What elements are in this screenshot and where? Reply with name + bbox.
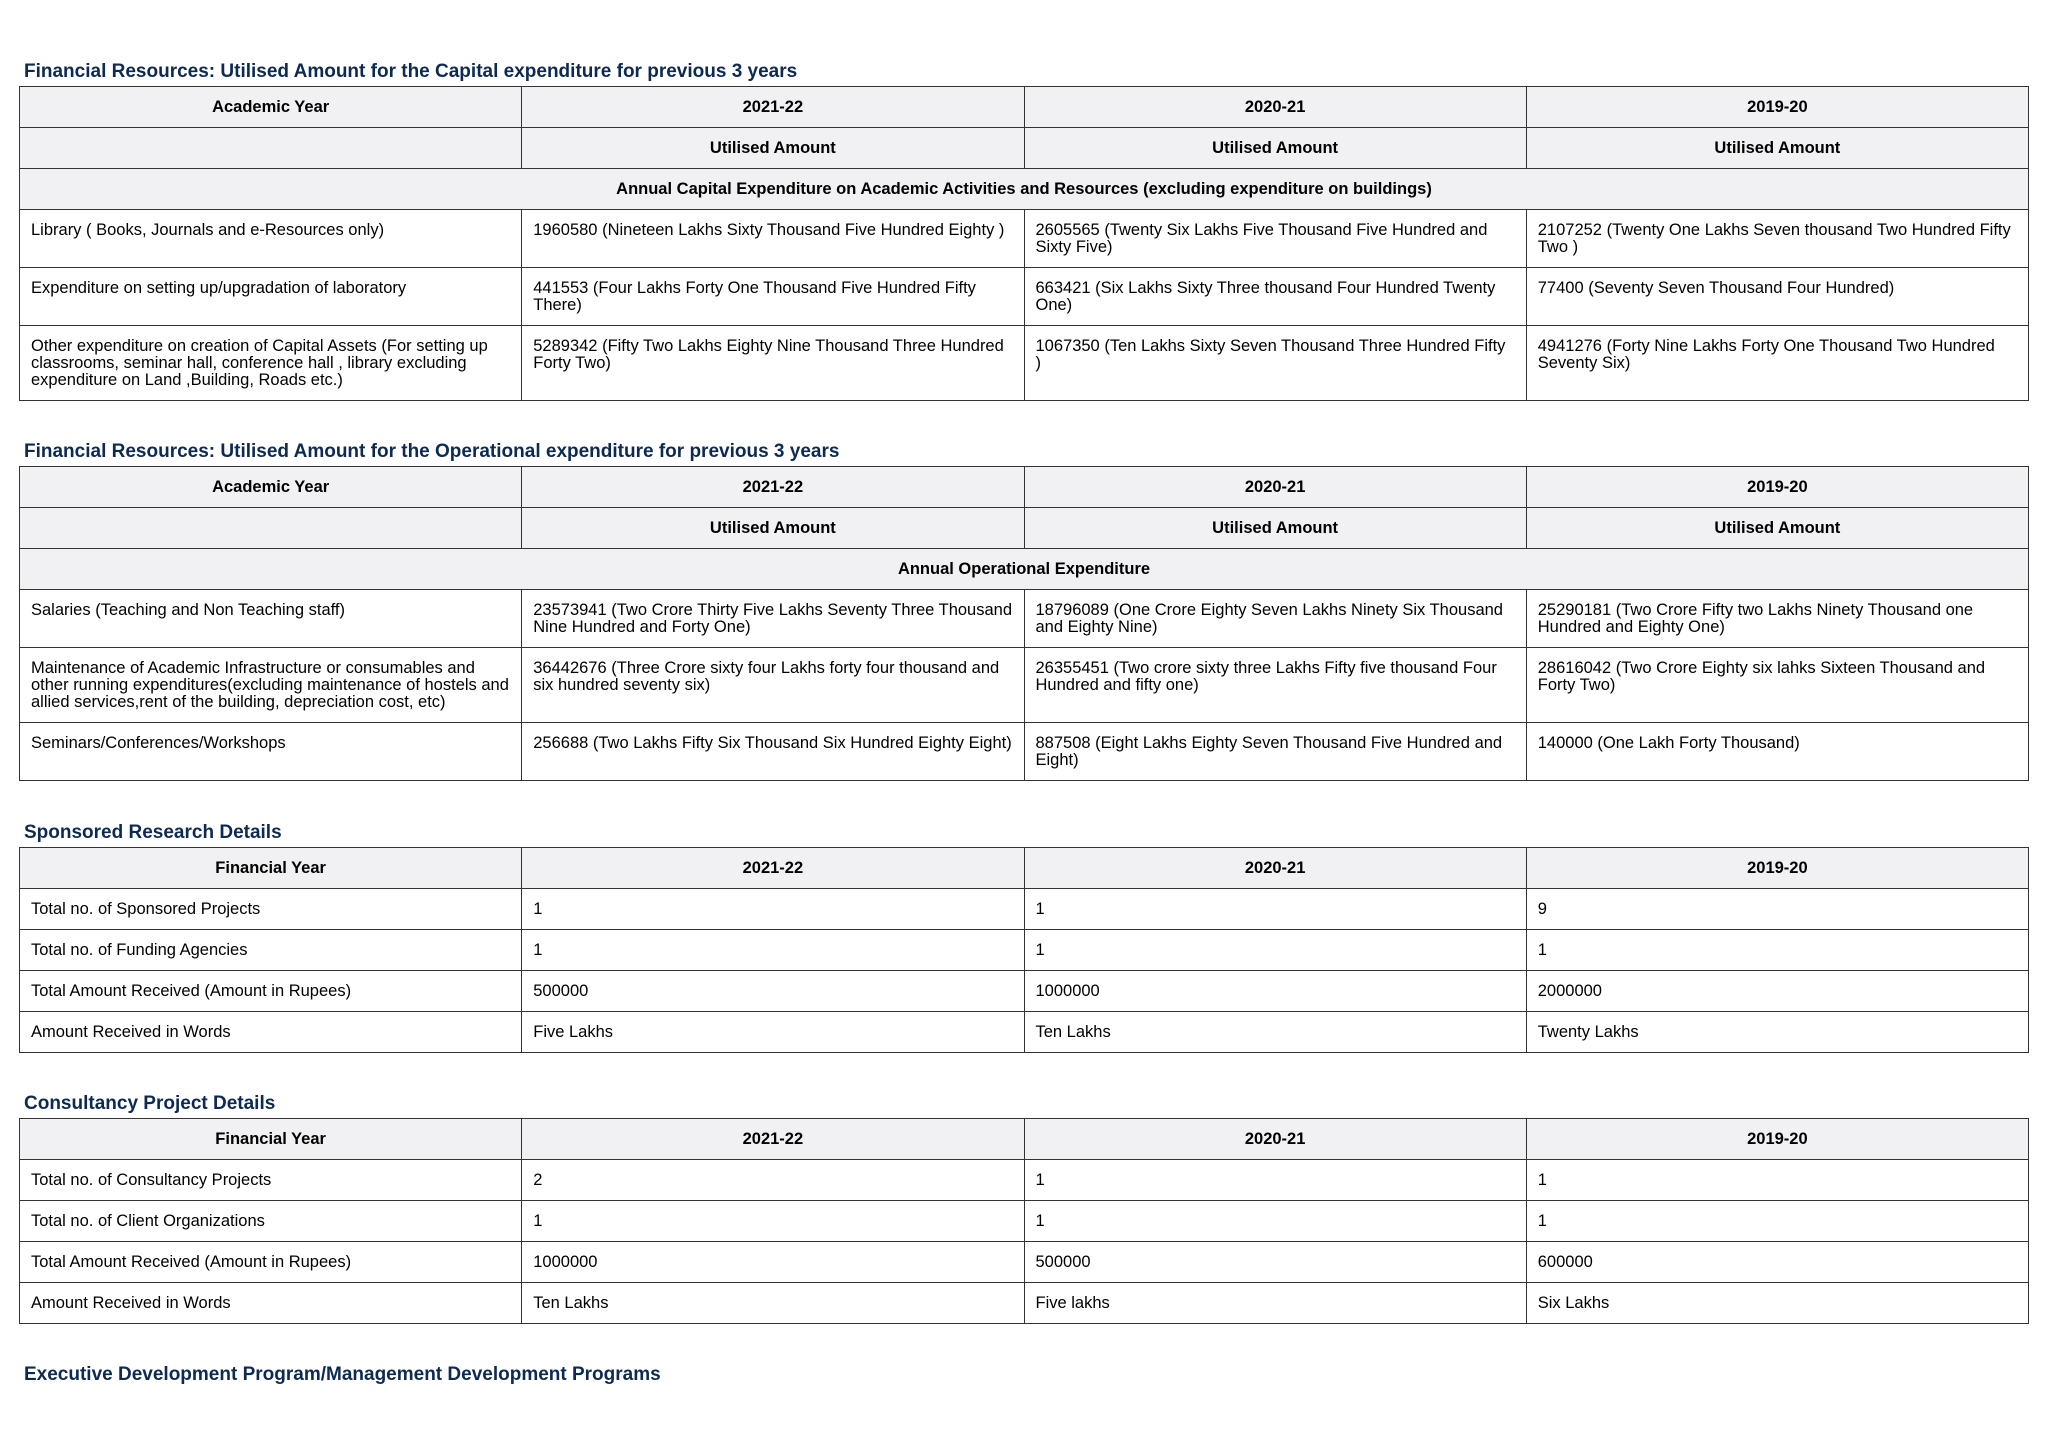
table-cell: 600000 <box>1526 1242 2028 1283</box>
table-cell: 23573941 (Two Crore Thirty Five Lakhs Seventy Three Thousand Nine Hundred and Forty One) <box>522 590 1024 648</box>
table-cell: 500000 <box>1024 1242 1526 1283</box>
table-cell: 1 <box>522 930 1024 971</box>
row-label: Expenditure on setting up/upgradation of laboratory <box>20 268 522 326</box>
header-cell: 2021-22 <box>522 848 1024 889</box>
table-cell: 1067350 (Ten Lakhs Sixty Seven Thousand Three Hundred Fifty ) <box>1024 326 1526 401</box>
header-cell: Financial Year <box>20 1119 522 1160</box>
table-cell: 1000000 <box>1024 971 1526 1012</box>
table-cell: 25290181 (Two Crore Fifty two Lakhs Ninety Thousand one Hundred and Eighty One) <box>1526 590 2028 648</box>
table-row <box>20 210 2029 268</box>
subheader-cell <box>20 508 522 549</box>
edp-section <box>19 1364 661 1386</box>
row-label: Seminars/Conferences/Workshops <box>20 723 522 781</box>
header-cell: 2019-20 <box>1526 87 2028 128</box>
subheader-cell: Utilised Amount <box>522 128 1024 169</box>
table-cell: 1 <box>1526 930 2028 971</box>
header-cell: Academic Year <box>20 87 522 128</box>
table-row <box>20 1242 2029 1283</box>
consultancy-header-row <box>20 1119 2029 1160</box>
table-row <box>20 930 2029 971</box>
table-cell: 1960580 (Nineteen Lakhs Sixty Thousand Five Hundred Eighty ) <box>522 210 1024 268</box>
row-label: Salaries (Teaching and Non Teaching staff) <box>20 590 522 648</box>
table-cell: 887508 (Eight Lakhs Eighty Seven Thousand Five Hundred and Eight) <box>1024 723 1526 781</box>
table-cell: 4941276 (Forty Nine Lakhs Forty One Thousand Two Hundred Seventy Six) <box>1526 326 2028 401</box>
header-cell: 2021-22 <box>522 1119 1024 1160</box>
table-cell: 256688 (Two Lakhs Fifty Six Thousand Six Hundred Eighty Eight) <box>522 723 1024 781</box>
table-cell: 140000 (One Lakh Forty Thousand) <box>1526 723 2028 781</box>
table-cell: 1 <box>1024 930 1526 971</box>
table-cell: Six Lakhs <box>1526 1283 2028 1324</box>
table-cell: 1 <box>1526 1201 2028 1242</box>
table-cell: 500000 <box>522 971 1024 1012</box>
table-row <box>20 1283 2029 1324</box>
sponsored-header-row <box>20 848 2029 889</box>
capital-section-title: Financial Resources: Utilised Amount for the Capital expenditure for previous 3 years <box>24 61 798 82</box>
row-label: Total Amount Received (Amount in Rupees) <box>20 971 522 1012</box>
operational-section-title: Financial Resources: Utilised Amount for the Operational expenditure for previous 3 years <box>24 441 840 462</box>
table-cell: 36442676 (Three Crore sixty four Lakhs forty four thousand and six hundred seventy six) <box>522 648 1024 723</box>
row-label: Library ( Books, Journals and e-Resources only) <box>20 210 522 268</box>
table-cell: 5289342 (Fifty Two Lakhs Eighty Nine Thousand Three Hundred Forty Two) <box>522 326 1024 401</box>
sponsored-section <box>19 822 2029 1053</box>
table-row <box>20 268 2029 326</box>
capital-header-row <box>20 87 2029 128</box>
row-label: Amount Received in Words <box>20 1012 522 1053</box>
table-cell: 26355451 (Two crore sixty three Lakhs Fifty five thousand Four Hundred and fifty one) <box>1024 648 1526 723</box>
row-label: Maintenance of Academic Infrastructure or consumables and other running expenditures(excluding maintenance of hostels and allied services,rent of the building, depreciation cost, etc) <box>20 648 522 723</box>
operational-group-row <box>20 549 2029 590</box>
table-cell: Ten Lakhs <box>522 1283 1024 1324</box>
capital-table <box>19 86 2029 401</box>
operational-subheader-row <box>20 508 2029 549</box>
table-cell: 77400 (Seventy Seven Thousand Four Hundred) <box>1526 268 2028 326</box>
table-cell: 2000000 <box>1526 971 2028 1012</box>
sponsored-table <box>19 847 2029 1053</box>
table-cell: 9 <box>1526 889 2028 930</box>
table-cell: 1 <box>1024 1201 1526 1242</box>
header-cell: 2019-20 <box>1526 1119 2028 1160</box>
table-cell: 28616042 (Two Crore Eighty six lahks Sixteen Thousand and Forty Two) <box>1526 648 2028 723</box>
row-label: Amount Received in Words <box>20 1283 522 1324</box>
table-cell: Five lakhs <box>1024 1283 1526 1324</box>
subheader-cell: Utilised Amount <box>1024 128 1526 169</box>
table-cell: 1000000 <box>522 1242 1024 1283</box>
header-cell: 2020-21 <box>1024 87 1526 128</box>
table-cell: 2 <box>522 1160 1024 1201</box>
table-cell: 1 <box>522 1201 1024 1242</box>
operational-section <box>19 441 2029 781</box>
table-row <box>20 1012 2029 1053</box>
subheader-cell: Utilised Amount <box>1024 508 1526 549</box>
header-cell: 2020-21 <box>1024 1119 1526 1160</box>
table-cell: Five Lakhs <box>522 1012 1024 1053</box>
sponsored-section-title: Sponsored Research Details <box>24 822 282 843</box>
subheader-cell: Utilised Amount <box>1526 128 2028 169</box>
header-cell: Financial Year <box>20 848 522 889</box>
capital-section <box>19 61 2029 401</box>
row-label: Total no. of Funding Agencies <box>20 930 522 971</box>
consultancy-section <box>19 1093 2029 1324</box>
table-row <box>20 326 2029 401</box>
consultancy-section-title: Consultancy Project Details <box>24 1093 276 1114</box>
group-heading: Annual Operational Expenditure <box>20 549 2029 590</box>
table-cell: Twenty Lakhs <box>1526 1012 2028 1053</box>
table-cell: 2107252 (Twenty One Lakhs Seven thousand Two Hundred Fifty Two ) <box>1526 210 2028 268</box>
table-row <box>20 1160 2029 1201</box>
table-cell: 18796089 (One Crore Eighty Seven Lakhs Ninety Six Thousand and Eighty Nine) <box>1024 590 1526 648</box>
table-row <box>20 723 2029 781</box>
table-cell: 1 <box>522 889 1024 930</box>
row-label: Total no. of Sponsored Projects <box>20 889 522 930</box>
capital-group-row <box>20 169 2029 210</box>
header-cell: 2020-21 <box>1024 467 1526 508</box>
row-label: Total no. of Consultancy Projects <box>20 1160 522 1201</box>
header-cell: 2020-21 <box>1024 848 1526 889</box>
table-row <box>20 590 2029 648</box>
table-cell: 1 <box>1024 1160 1526 1201</box>
table-row <box>20 1201 2029 1242</box>
header-cell: 2019-20 <box>1526 467 2028 508</box>
row-label: Other expenditure on creation of Capital Assets (For setting up classrooms, seminar hall, conference hall , library excluding expenditure on Land ,Building, Roads etc.) <box>20 326 522 401</box>
table-row <box>20 889 2029 930</box>
subheader-cell <box>20 128 522 169</box>
subheader-cell: Utilised Amount <box>1526 508 2028 549</box>
row-label: Total Amount Received (Amount in Rupees) <box>20 1242 522 1283</box>
table-cell: 2605565 (Twenty Six Lakhs Five Thousand Five Hundred and Sixty Five) <box>1024 210 1526 268</box>
table-cell: 1 <box>1024 889 1526 930</box>
header-cell: 2021-22 <box>522 467 1024 508</box>
operational-header-row <box>20 467 2029 508</box>
header-cell: 2019-20 <box>1526 848 2028 889</box>
subheader-cell: Utilised Amount <box>522 508 1024 549</box>
capital-subheader-row <box>20 128 2029 169</box>
header-cell: 2021-22 <box>522 87 1024 128</box>
row-label: Total no. of Client Organizations <box>20 1201 522 1242</box>
table-cell: 441553 (Four Lakhs Forty One Thousand Five Hundred Fifty There) <box>522 268 1024 326</box>
header-cell: Academic Year <box>20 467 522 508</box>
table-row <box>20 971 2029 1012</box>
table-cell: 663421 (Six Lakhs Sixty Three thousand Four Hundred Twenty One) <box>1024 268 1526 326</box>
edp-section-title: Executive Development Program/Management Development Programs <box>24 1364 661 1385</box>
table-cell: Ten Lakhs <box>1024 1012 1526 1053</box>
table-cell: 1 <box>1526 1160 2028 1201</box>
consultancy-table <box>19 1118 2029 1324</box>
operational-table <box>19 466 2029 781</box>
table-row <box>20 648 2029 723</box>
group-heading: Annual Capital Expenditure on Academic Activities and Resources (excluding expenditure on buildings) <box>20 169 2029 210</box>
